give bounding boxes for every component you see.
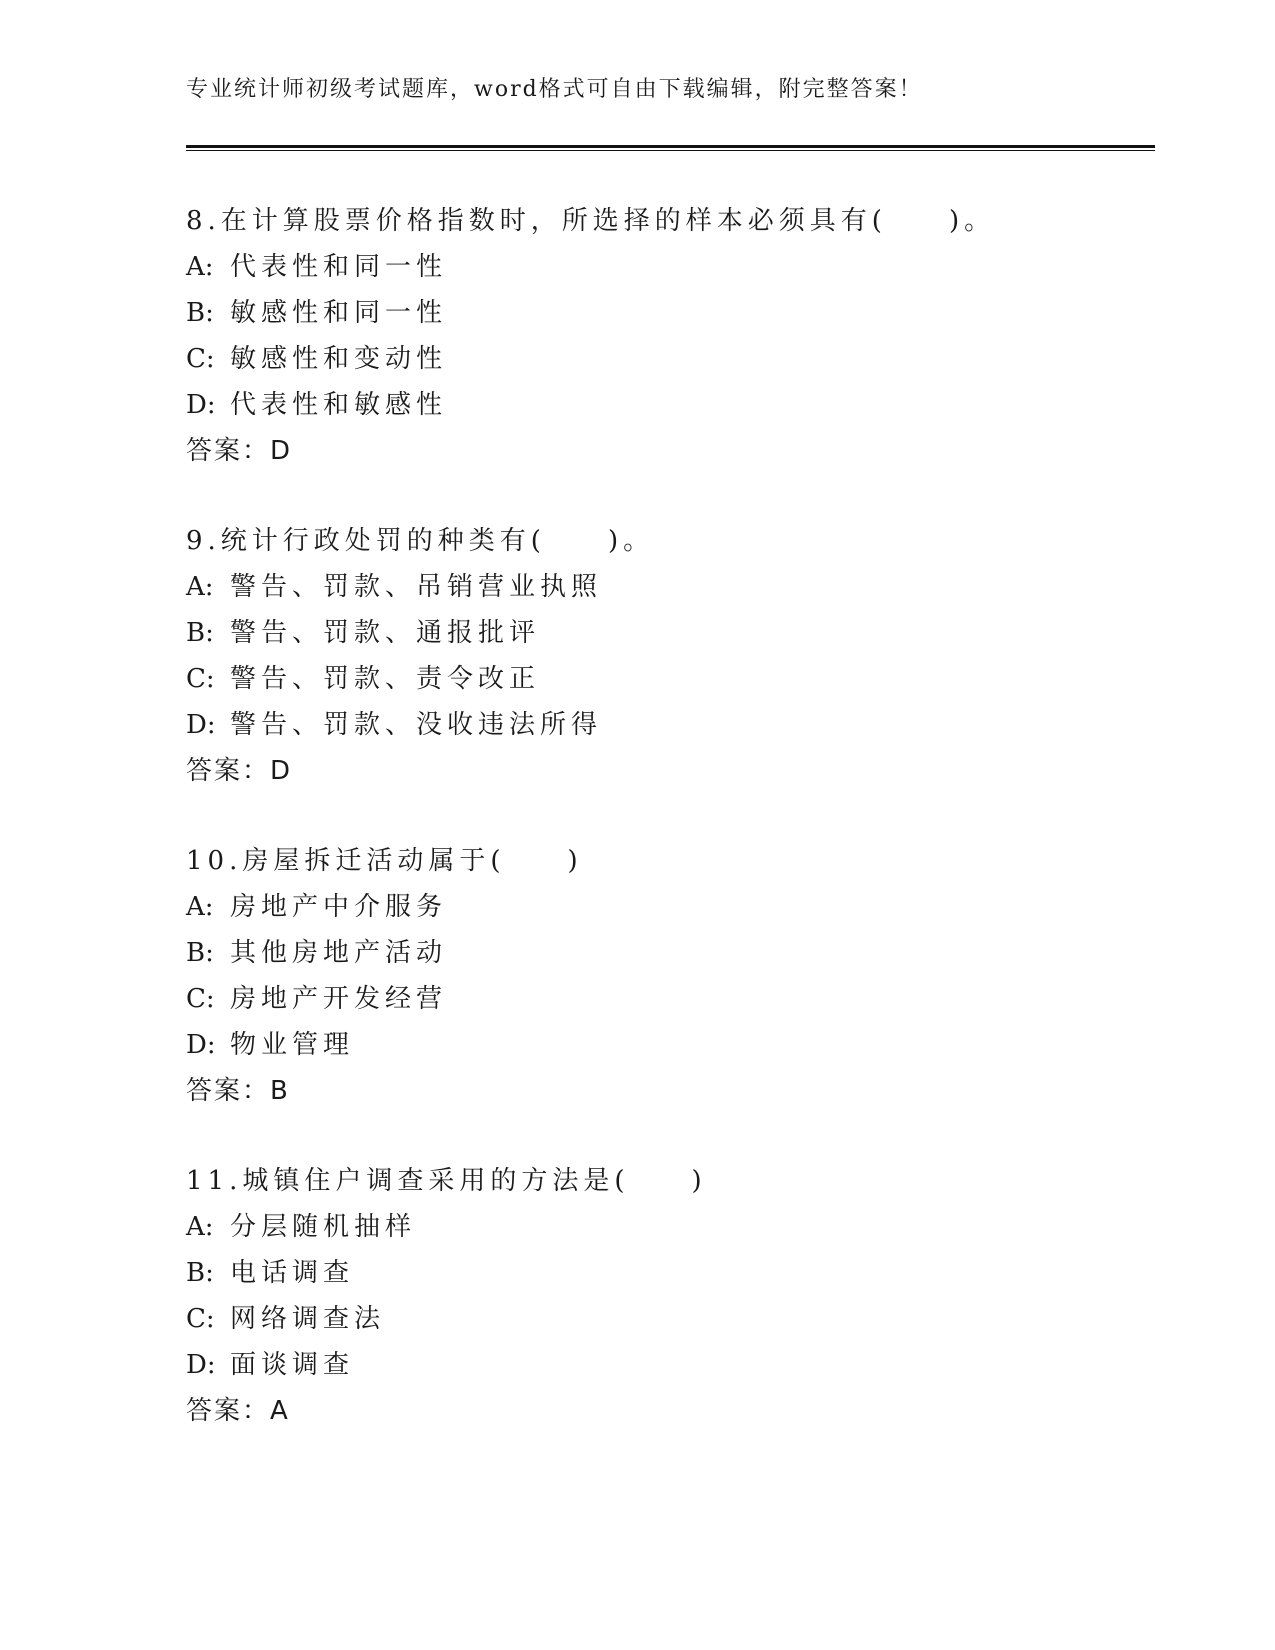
question-9 [186,518,1166,794]
option-d [186,702,1166,748]
option-b [186,290,1166,336]
option-text: 代表性和敏感性 [230,390,448,420]
option-key: B: [186,938,214,968]
option-text: 代表性和同一性 [230,252,448,282]
option-b [186,610,1166,656]
option-a [186,1204,1166,1250]
option-text: 警告、罚款、没收违法所得 [230,710,603,740]
option-key: B: [186,618,214,648]
option-key: C: [186,664,215,694]
option-key: B: [186,298,214,328]
answer-line: 答案：A [186,1396,290,1426]
answer-line: 答案：D [186,436,293,466]
option-a [186,244,1166,290]
option-c [186,336,1166,382]
option-d [186,1022,1166,1068]
option-text: 电话调查 [230,1258,355,1288]
option-a [186,884,1166,930]
option-text: 房地产中介服务 [230,892,448,922]
option-d [186,1342,1166,1388]
question-10 [186,838,1166,1114]
option-d [186,382,1166,428]
option-key: D: [186,1350,216,1380]
option-text: 物业管理 [230,1030,355,1060]
option-text: 敏感性和变动性 [230,344,448,374]
option-text: 警告、罚款、通报批评 [230,618,541,648]
option-key: B: [186,1258,214,1288]
option-key: C: [186,344,215,374]
option-key: C: [186,984,215,1014]
question-stem: 11.城镇住户调查采用的方法是( ) [186,1166,707,1196]
option-text: 敏感性和同一性 [230,298,448,328]
option-b [186,930,1166,976]
option-key: A: [186,252,214,282]
question-11 [186,1158,1166,1434]
option-text: 警告、罚款、责令改正 [230,664,541,694]
option-key: A: [186,572,214,602]
header-rule-thin [186,150,1155,151]
option-a [186,564,1166,610]
document-header: 专业统计师初级考试题库，word格式可自由下载编辑，附完整答案！ [186,77,923,102]
option-c [186,976,1166,1022]
option-text: 其他房地产活动 [230,938,448,968]
option-key: D: [186,1030,216,1060]
option-text: 面谈调查 [230,1350,355,1380]
option-c [186,1296,1166,1342]
option-text: 分层随机抽样 [230,1212,417,1242]
option-text: 房地产开发经营 [230,984,448,1014]
option-text: 警告、罚款、吊销营业执照 [230,572,603,602]
option-key: A: [186,892,214,922]
option-key: A: [186,1212,214,1242]
question-stem: 8.在计算股票价格指数时，所选择的样本必须具有( )。 [186,206,996,236]
answer-line: 答案：B [186,1076,290,1106]
question-stem: 9.统计行政处罚的种类有( )。 [186,526,655,556]
option-key: D: [186,390,216,420]
question-8 [186,198,1166,474]
question-stem: 10.房屋拆迁活动属于( ) [186,846,583,876]
option-c [186,656,1166,702]
option-key: C: [186,1304,215,1334]
option-b [186,1250,1166,1296]
answer-line: 答案：D [186,756,293,786]
option-text: 网络调查法 [230,1304,386,1334]
option-key: D: [186,710,216,740]
header-rule-thick [186,145,1155,148]
